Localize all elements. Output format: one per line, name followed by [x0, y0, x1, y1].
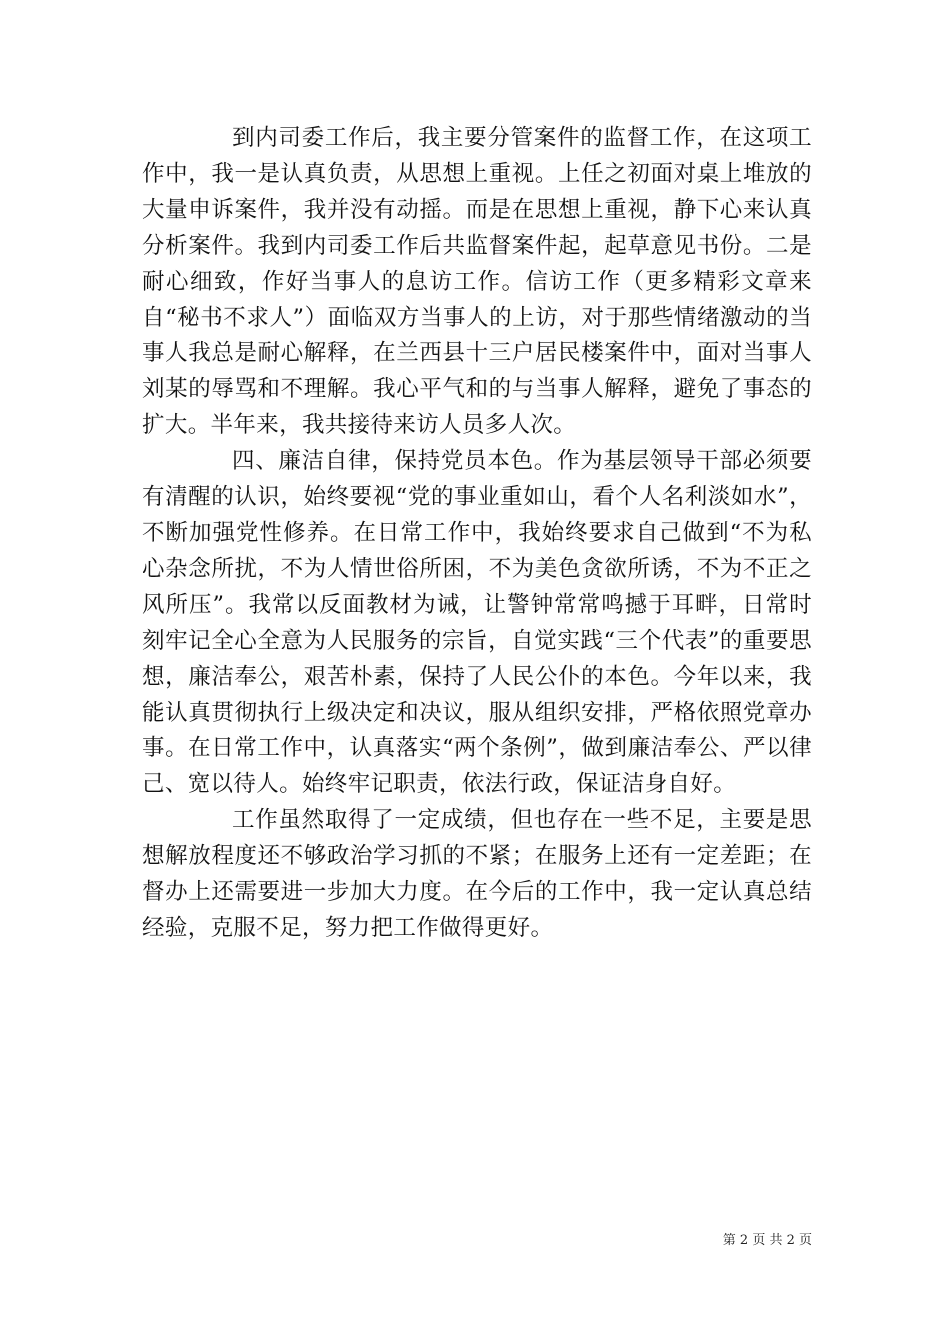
body-text	[142, 121, 812, 947]
paragraph-supervision-work: 到内司委工作后，我主要分管案件的监督工作，在这项工作中，我一是认真负责，从思想上重视。上任之初面对桌上堆放的大量申诉案件，我并没有动摇。而是在思想上重视，静下心来认真分析案件。我到内司委工作后共监督案件起，起草意见书份。二是耐心细致，作好当事人的息访工作。信访工作（更多精彩文章来自“秘书不求人”）面临双方当事人的上访，对于那些情绪激动的当事人我总是耐心解释，在兰西县十三户居民楼案件中，面对当事人刘某的辱骂和不理解。我心平气和的与当事人解释，避免了事态的扩大。半年来，我共接待来访人员多人次。	[142, 125, 812, 439]
page-number-footer: 第 2 页 共 2 页	[722, 1233, 812, 1248]
paragraph-integrity-self-discipline: 四、廉洁自律，保持党员本色。作为基层领导干部必须要有清醒的认识，始终要视“党的事业重如山，看个人名利淡如水”，不断加强党性修养。在日常工作中，我始终要求自己做到“不为私心杂念所扰，不为人情世俗所困，不为美色贪欲所诱，不为不正之风所压”。我常以反面教材为诫，让警钟常常鸣撼于耳畔，日常时刻牢记全心全意为人民服务的宗旨，自觉实践“三个代表”的重要思想，廉洁奉公，艰苦朴素，保持了人民公仆的本色。今年以来，我能认真贯彻执行上级决定和决议，服从组织安排，严格依照党章办事。在日常工作中，认真落实“两个条例”，做到廉洁奉公、严以律己、宽以待人。始终牢记职责，依法行政，保证洁身自好。	[142, 448, 812, 798]
paragraph-shortcomings: 工作虽然取得了一定成绩，但也存在一些不足，主要是思想解放程度还不够政治学习抓的不紧；在服务上还有一定差距；在督办上还需要进一步加大力度。在今后的工作中，我一定认真总结经验，克服不足，努力把工作做得更好。	[142, 807, 812, 941]
